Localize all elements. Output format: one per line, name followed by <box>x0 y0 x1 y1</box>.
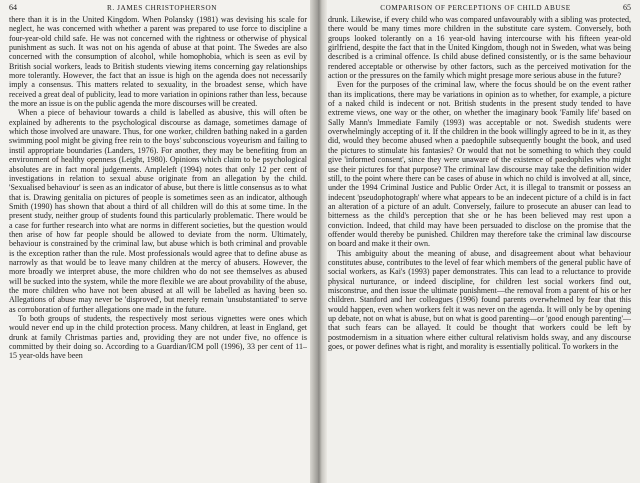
right-page <box>321 0 640 483</box>
right-running-head: COMPARISON OF PERCEPTIONS OF CHILD ABUSE <box>380 4 571 12</box>
right-page-number: 65 <box>623 3 631 12</box>
paragraph: This ambiguity about the meaning of abuse, and disagreement about what behaviour constitutes abuse, contributes to the level of fear which members of the general public have of social workers, as Kai's (1993) paper demonstrates. This can lead to a reluctance to provide physical nurturance, or indeed discipline, for children lest social workers find out, misconstrue, and then issue the ultimate punishment—the removal from a parent of his or her children. Stanford and her colleagues (1996) found parents overwhelmed by fear that this would happen, even when workers felt it was never on the agenda. It will only be by opening up debate, not on what is abuse, but on what is good parenting—or 'good enough parenting'—that such fears can be allayed. It could be thought that workers could be left by postmodernism in a situation where either cultural relativism holds sway, and any discourse goes, or power defines what is right, and morality is essentially political. To workers in the <box>328 248 631 352</box>
paragraph: Even for the purposes of the criminal law, where the focus should be on the event rather than its implications, there may be variations in opinion as to whether, for example, a picture of a naked child is indecent or not. British students in the present study tended to have extreme views, one way or the other, on whether the imaginary book 'Family life' based on Sally Mann's Immediate Family (1993) was acceptable or not. Swedish students were overwhelmingly accepting of it. If the children in the book willingly agreed to be in it, as they did, would they become abused when a paedophile subsequently bought the book, and used the pictures to stimulate his fantasies? Or would that not be something to which they could give 'informed consent', since they were unaware of the existence of paedophiles who might use their pictures for that purpose? The criminal law discourse may take the definition wider still, to the point where there can be cases of abuse in which no child is involved at all, since, under the 1994 Criminal Justice and Public Order Act, it is illegal to transmit or possess an indecent 'pseudophotograph' where what appears to be an indecent picture of a child is in fact an alteration of a picture of an adult. Conversely, failure to prosecute an abuser can lead to bitterness as the child's perception that she or he has been believed may rest upon a conviction. Indeed, that child may have been persuaded to disclose on the promise that the offender would thereby be punished. Children may therefore take the criminal law discourse on board and make it their own. <box>328 80 631 249</box>
book-gutter-shadow <box>310 0 327 483</box>
paragraph: there than it is in the United Kingdom. When Polansky (1981) was devising his scale for neglect, he was concerned with whether a parent was prepared to use force to discipline a four-year-old child safe. He was not concerned with the rightness or otherwise of physical punishment as such. It was not on his agenda of abuse at that point. The Swedes are also concerned with the consumption of alcohol, while homophobia, which is seen as evil by British social workers, leads to British students viewing items concerning gay relationships more tolerantly. However, the fact that an issue is high on the agenda does not necessarily imply a consensus. This matters related to sexuality, in the broadest sense, which have received a great deal of publicity, lead to more variation in opinions rather than less, because the more an issue is on the public agenda the more discourses will be created. <box>9 15 307 109</box>
left-page-body <box>9 15 307 483</box>
left-running-header <box>9 3 307 13</box>
right-page-body <box>328 15 631 483</box>
paragraph: When a piece of behaviour towards a child is labelled as abusive, this will often be explained by adherents to the psychological discourse as damage, sometimes damage of which those involved are unaware. Thus, for one worker, children bathing naked in a garden swimming pool might be giving free rein to the boys' subconscious voyeurism and failing to instil appropriate boundaries (Landers, 1976). For another, they may be benefiting from an environment of healthy openness (Leight, 1980). Opinions which claim to be psychological absolutes are in fact moral judgements. Ampleleft (1994) notes that only 12 per cent of investigations in relation to sexual abuse originate from an allegation by the child. 'Sexualised behaviour' is seen as an indicator of abuse, but there is little consensus as to what that is. Drawing genitalia on pictures of people is sometimes seen as an indicator, although Smith (1990) has shown that about a third of all children will do this at some time. In the present study, neither group of students found this particularly problematic. There would be a case for further research into what are norms in different societies, but the question would then arise of how far people should be allowed to deviate from the norm. Ultimately, behaviour is constrained by the criminal law, but abuse which is both criminal and provable is the exception rather than the rule. Most professionals would agree that to define abuse as narrowly as that would be to leave many children at the mercy of abusers. However, the more broadly we interpret abuse, the more children who do not see themselves as abused will be sucked into the system, while the more flexible we are about provability of the abuse, the more children who have not been abused at all will be labelled as having been so. Allegations of abuse may never be 'disproved', but merely remain 'unsubstantiated' to serve as corroboration of further allegations one made in the future. <box>9 108 307 314</box>
paragraph: To both groups of students, the respectively most serious vignettes were ones which would never end up in the child protection process. Many children, at least in England, get drunk at family Christmas parties and, providing they are not under five, no offence is committed by their doing so. According to a Guardian/ICM poll (1996), 33 per cent of 11–15 year-olds have been <box>9 314 307 361</box>
left-page-number: 64 <box>9 3 17 12</box>
right-running-header <box>328 3 631 13</box>
left-page <box>0 0 316 483</box>
paragraph: drunk. Likewise, if every child who was compared unfavourably with a sibling was protected, there would be many times more children in the substitute care system. Conversely, both groups looked tolerantly on a 16 year-old having intercourse with his fifteen year-old girlfriend, despite the fact that in the United Kingdom, though not in Sweden, what was being described is a criminal offence. Is child abuse defined consistently, or is the same behaviour rendered acceptable or otherwise by other factors, such as the perceived motivation for the action or the pressures on the family which might presage more serious abuse in the future? <box>328 15 631 81</box>
left-running-head: R. JAMES CHRISTOPHERSON <box>106 4 218 12</box>
